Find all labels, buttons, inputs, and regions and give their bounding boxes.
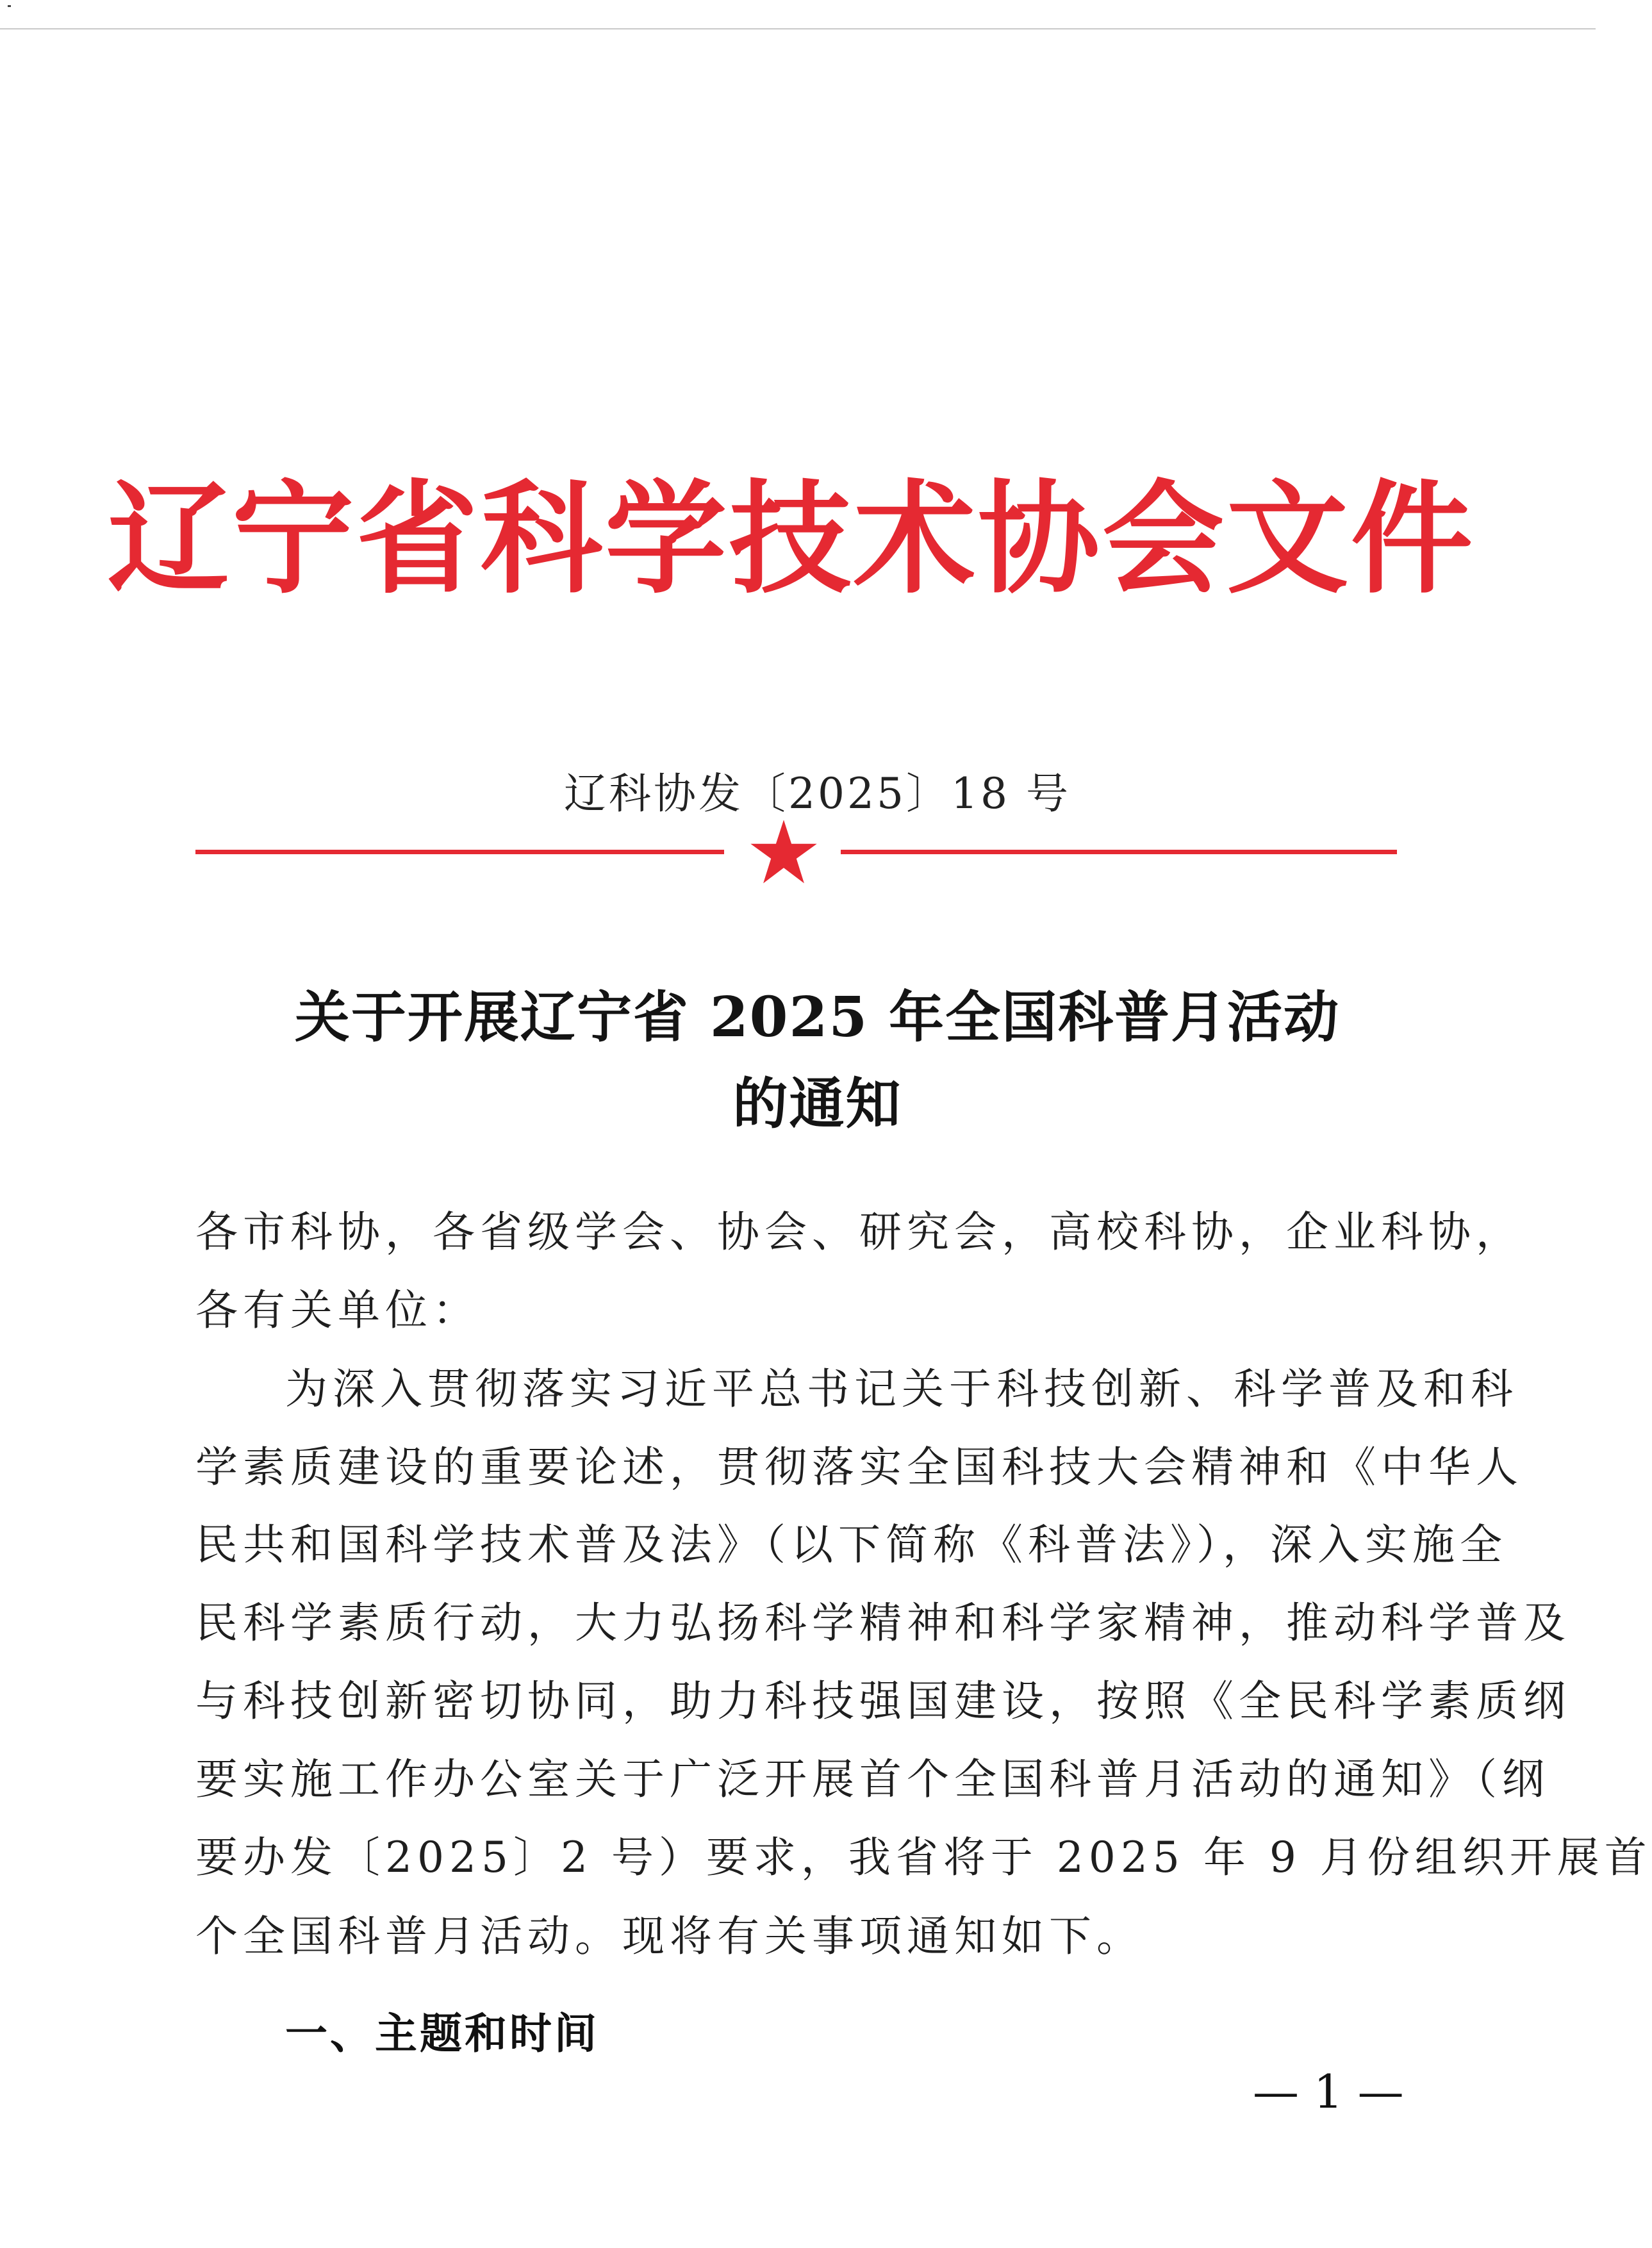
issuer-title: 辽宁省科学技术协会文件 (108, 468, 1476, 610)
addressee-line-1: 各市科协，各省级学会、协会、研究会，高校科协，企业科协， (195, 1207, 1523, 1257)
section-heading: 一、主题和时间 (285, 2009, 599, 2058)
notice-title-line-1: 关于开展辽宁省 2025 年全国科普月活动 (294, 985, 1341, 1050)
addressee-line-2: 各有关单位： (195, 1285, 480, 1335)
body-line: 民科学素质行动，大力弘扬科学精神和科学家精神，推动科学普及 (195, 1598, 1571, 1648)
body-line: 要办发〔2025〕2 号）要求，我省将于 2025 年 9 月份组织开展首 (195, 1833, 1652, 1882)
scan-artifact (8, 5, 11, 7)
red-separator-right (841, 850, 1397, 854)
scan-edge-line (0, 28, 1596, 29)
page-number: — 1 — (1253, 2065, 1404, 2119)
body-line: 要实施工作办公室关于广泛开展首个全国科普月活动的通知》（纲 (195, 1755, 1549, 1804)
body-line: 与科技创新密切协同，助力科技强国建设，按照《全民科学素质纲 (195, 1676, 1571, 1726)
red-separator-left (195, 850, 724, 854)
body-line: 个全国科普月活动。现将有关事项通知如下。 (195, 1912, 1144, 1961)
body-line: 为深入贯彻落实习近平总书记关于科技创新、科学普及和科 (285, 1364, 1518, 1414)
star-icon (748, 817, 819, 888)
body-line: 学素质建设的重要论述，贯彻落实全国科技大会精神和《中华人 (195, 1442, 1523, 1492)
document-number: 辽科协发〔2025〕18 号 (564, 769, 1071, 818)
body-line: 民共和国科学技术普及法》（以下简称《科普法》），深入实施全 (195, 1520, 1507, 1569)
notice-title-line-2: 的通知 (732, 1071, 902, 1136)
